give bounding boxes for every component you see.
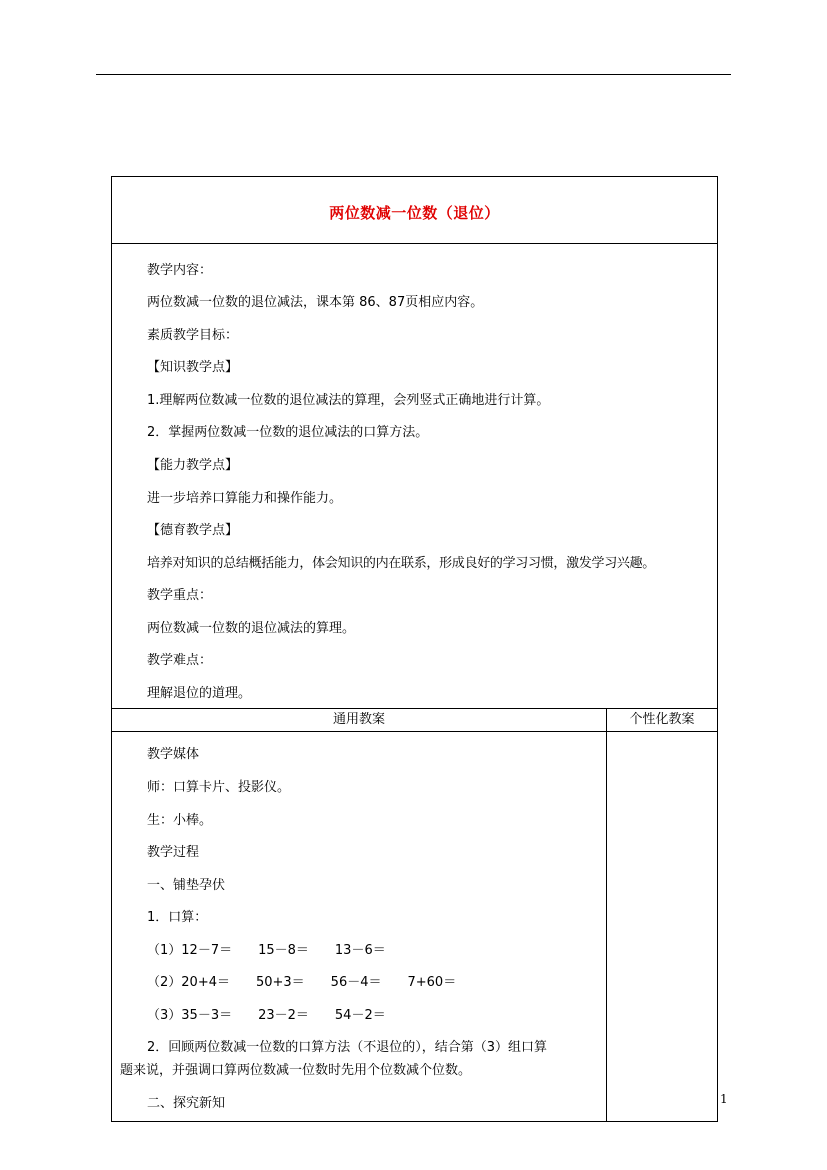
intro-line: 教学内容： xyxy=(147,263,213,278)
body-line: （1）12－7＝ 15－8＝ 13－6＝ xyxy=(147,943,386,958)
intro-line: 【德育教学点】 xyxy=(147,523,239,538)
column-divider xyxy=(606,709,607,1121)
intro-line: 两位数减一位数的退位减法的算理。 xyxy=(147,621,356,636)
intro-line: 2．掌握两位数减一位数的退位减法的口算方法。 xyxy=(147,425,429,440)
page-number: 1 xyxy=(720,1092,728,1106)
intro-section xyxy=(112,244,717,709)
intro-line: 两位数减一位数的退位减法，课本第 86、87页相应内容。 xyxy=(147,295,484,310)
intro-line: 培养对知识的总结概括能力，体会知识的内在联系，形成良好的学习习惯，激发学习兴趣。 xyxy=(147,556,656,571)
intro-line: 1.理解两位数减一位数的退位减法的算理，会列竖式正确地进行计算。 xyxy=(147,393,550,408)
body-line: 题来说，并强调口算两位数减一位数时先用个位数减个位数。 xyxy=(120,1063,472,1078)
intro-line: 【能力教学点】 xyxy=(147,458,239,473)
body-line: （3）35－3＝ 23－2＝ 54－2＝ xyxy=(147,1008,386,1023)
body-line: 师：口算卡片、投影仪。 xyxy=(147,780,291,795)
column-header-personal: 个性化教案 xyxy=(629,712,695,727)
body-line: 1．口算： xyxy=(147,910,208,925)
intro-line: 理解退位的道理。 xyxy=(147,686,252,701)
column-header-general: 通用教案 xyxy=(332,712,385,727)
body-line: 二、探究新知 xyxy=(147,1096,226,1111)
body-line: 一、铺垫孕伏 xyxy=(147,878,226,893)
intro-line: 素质教学目标： xyxy=(147,328,239,343)
intro-line: 教学重点： xyxy=(147,588,213,603)
intro-line: 【知识教学点】 xyxy=(147,360,239,375)
body-line: 教学媒体 xyxy=(147,747,200,762)
body-line: （2）20+4＝ 50+3＝ 56－4＝ 7+60＝ xyxy=(147,975,457,990)
lesson-plan-table xyxy=(111,176,718,1122)
body-line: 教学过程 xyxy=(147,845,200,860)
body-line: 生：小棒。 xyxy=(147,813,213,828)
title-row xyxy=(112,177,717,244)
intro-line: 教学难点： xyxy=(147,653,213,668)
document-title: 两位数减一位数（退位） xyxy=(329,204,500,222)
header-rule xyxy=(96,74,731,75)
general-plan-body xyxy=(112,732,606,1121)
body-line: 2．回顾两位数减一位数的口算方法（不退位的），结合第（3）组口算 xyxy=(147,1040,548,1055)
column-header-row xyxy=(112,709,717,732)
intro-line: 进一步培养口算能力和操作能力。 xyxy=(147,491,343,506)
